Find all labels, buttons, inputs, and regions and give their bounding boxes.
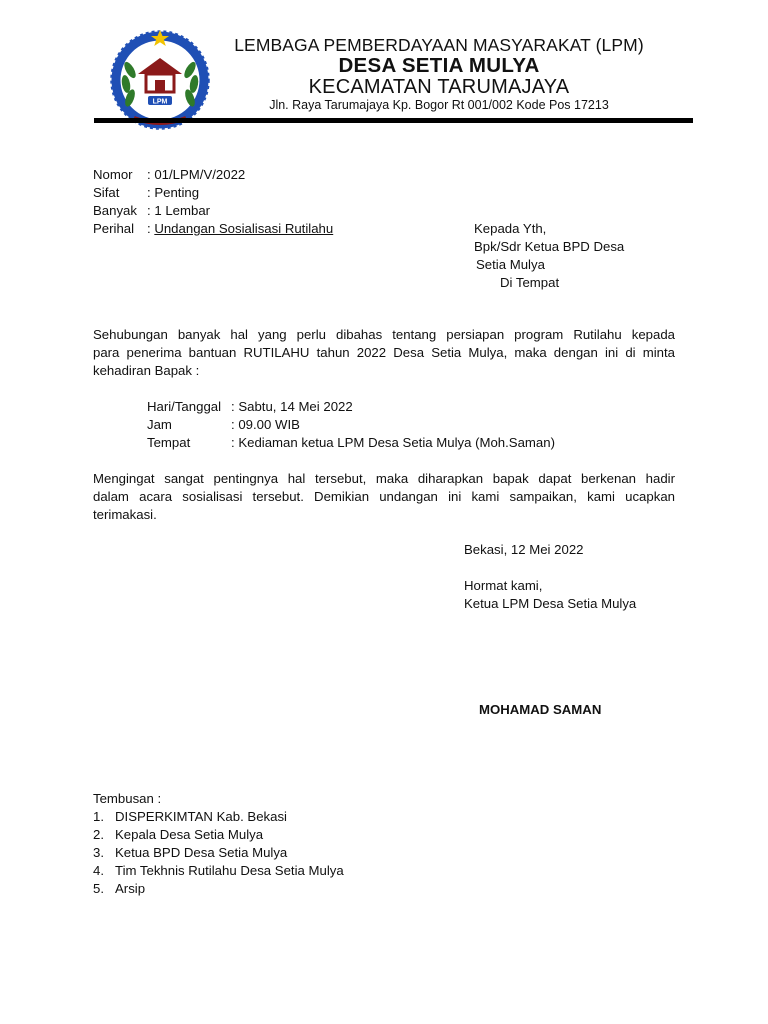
logo-text: LPM bbox=[152, 98, 168, 106]
signer-name: MOHAMAD SAMAN bbox=[479, 702, 602, 717]
meta-label: Nomor bbox=[93, 167, 133, 182]
address: Jln. Raya Tarumajaya Kp. Bogor Rt 001/002 Kode Pos 17213 bbox=[269, 98, 609, 112]
body-paragraph-2 bbox=[93, 470, 675, 524]
paragraph-line: para penerima bantuan RUTILAHU tahun 2022 Desa Setia Mulya, maka dengan ini di minta bbox=[93, 345, 675, 360]
list-item: 3. Ketua BPD Desa Setia Mulya bbox=[93, 845, 288, 860]
recipient-place: Di Tempat bbox=[500, 275, 560, 290]
org-name: LEMBAGA PEMBERDAYAAN MASYARAKAT (LPM) bbox=[234, 35, 644, 55]
meta-value: : Penting bbox=[147, 185, 200, 200]
detail-label: Tempat bbox=[147, 435, 191, 450]
meta-value: : 01/LPM/V/2022 bbox=[147, 167, 246, 182]
cc-title: Tembusan : bbox=[93, 791, 162, 806]
detail-label: Hari/Tanggal bbox=[147, 399, 222, 414]
detail-place bbox=[147, 434, 555, 452]
recipient-title: Bpk/Sdr Ketua BPD Desa bbox=[474, 239, 625, 254]
recipient-village: Setia Mulya bbox=[476, 257, 545, 272]
paragraph-line: kehadiran Bapak : bbox=[93, 363, 200, 378]
detail-value: : 09.00 WIB bbox=[231, 417, 300, 432]
body-paragraph-1 bbox=[93, 326, 675, 380]
detail-date bbox=[147, 398, 353, 416]
paragraph-line: terimakasi. bbox=[93, 507, 157, 522]
detail-time bbox=[147, 416, 300, 434]
meta-label: Banyak bbox=[93, 203, 137, 218]
regards: Hormat kami, bbox=[464, 578, 543, 593]
meta-label: Perihal bbox=[93, 221, 135, 236]
detail-value: : Kediaman ketua LPM Desa Setia Mulya (Moh.Saman) bbox=[231, 435, 555, 450]
paragraph-line: Sehubungan banyak hal yang perlu dibahas tentang persiapan program Rutilahu kepada bbox=[93, 327, 675, 342]
meta-subject bbox=[93, 220, 333, 238]
meta-value: : 1 Lembar bbox=[147, 203, 211, 218]
list-item: 5. Arsip bbox=[93, 881, 146, 896]
signer-position: Ketua LPM Desa Setia Mulya bbox=[464, 596, 637, 611]
meta-count bbox=[93, 202, 210, 220]
header-divider bbox=[94, 118, 693, 123]
cc-list bbox=[93, 808, 344, 898]
meta-number bbox=[93, 166, 245, 184]
paragraph-line: dalam acara sosialisasi tersebut. Demikian undangan ini kami sampaikan, kami ucapkan bbox=[93, 489, 675, 504]
village-name: DESA SETIA MULYA bbox=[338, 54, 540, 77]
district-name: KECAMATAN TARUMAJAYA bbox=[308, 76, 570, 98]
detail-label: Jam bbox=[147, 417, 172, 432]
recipient-greeting: Kepada Yth, bbox=[474, 221, 547, 236]
subject-value: Undangan Sosialisasi Rutilahu bbox=[154, 221, 334, 236]
paragraph-line: Mengingat sangat pentingnya hal tersebut, maka diharapkan bapak dapat berkenan hadir bbox=[93, 471, 675, 486]
detail-value: : Sabtu, 14 Mei 2022 bbox=[231, 399, 353, 414]
meta-nature bbox=[93, 184, 199, 202]
meta-label: Sifat bbox=[93, 185, 120, 200]
place-date: Bekasi, 12 Mei 2022 bbox=[464, 542, 584, 557]
list-item: 2. Kepala Desa Setia Mulya bbox=[93, 827, 264, 842]
list-item: 1. DISPERKIMTAN Kab. Bekasi bbox=[93, 809, 287, 824]
list-item: 4. Tim Tekhnis Rutilahu Desa Setia Mulya bbox=[93, 863, 344, 878]
meta-separator: : bbox=[147, 221, 155, 236]
lpm-logo bbox=[108, 26, 212, 130]
